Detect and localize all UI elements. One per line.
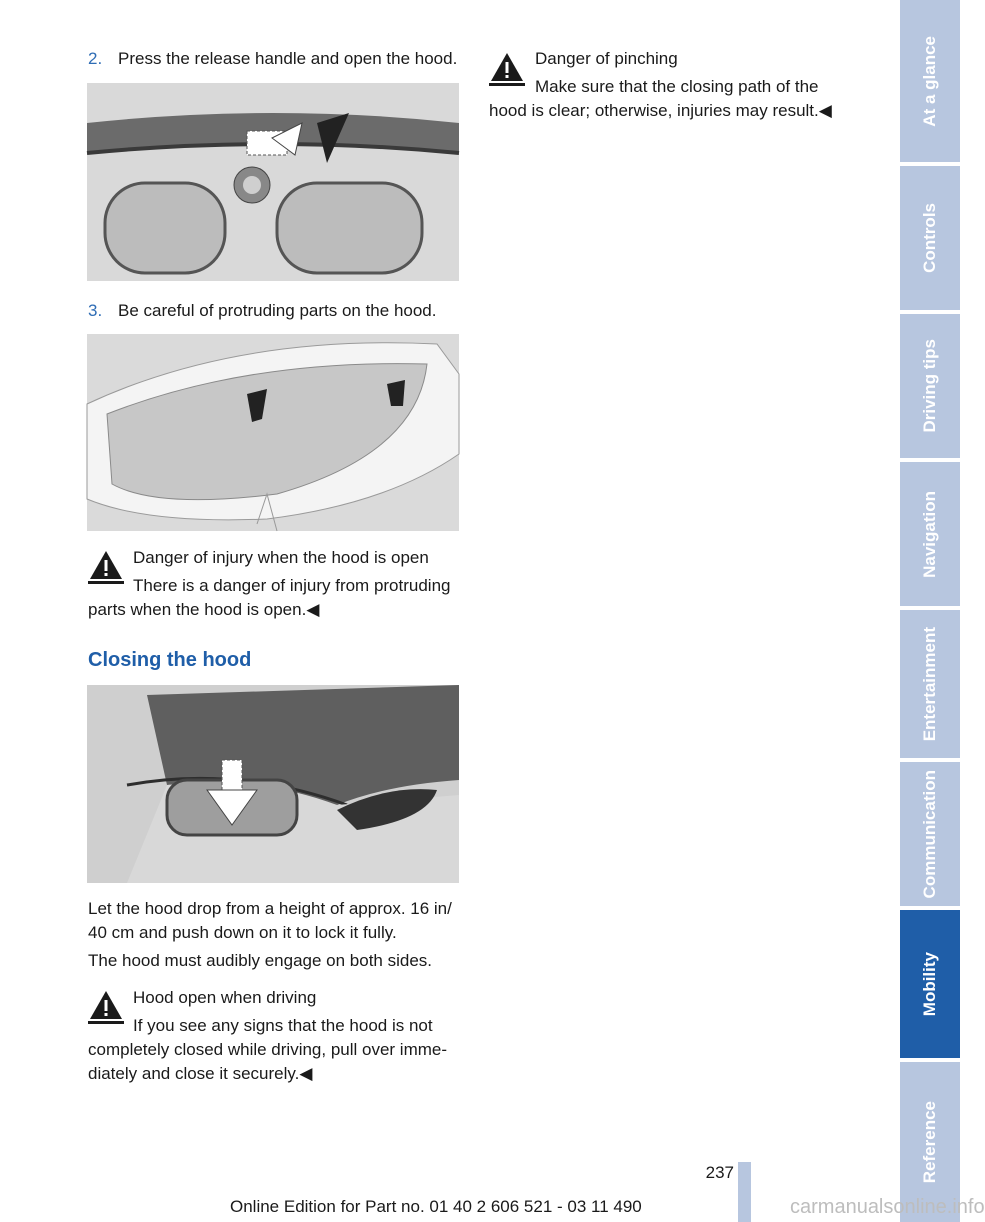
warning-triangle-icon: [489, 50, 525, 86]
step-number: 3.: [88, 301, 103, 320]
tab-navigation[interactable]: [900, 462, 960, 606]
warning-text: completely closed while driving, pull over imme-: [88, 1040, 448, 1059]
tab-controls[interactable]: [900, 166, 960, 310]
tab-label: Communication: [920, 769, 939, 899]
section-heading: Closing the hood: [88, 649, 252, 671]
tab-label: Navigation: [920, 490, 939, 578]
warning-text: There is a danger of injury from protruding: [133, 576, 451, 595]
tab-label: At a glance: [920, 35, 939, 127]
hood-underside-illustration: [87, 334, 459, 531]
footer-text: Online Edition for Part no. 01 40 2 606 521 - 03 11 490: [230, 1197, 642, 1216]
warning-icon: [88, 548, 124, 589]
warning-text: Make sure that the closing path of the: [535, 77, 819, 96]
step-text: Be careful of protruding parts on the hood.: [118, 301, 437, 320]
tab-label: Mobility: [920, 951, 939, 1017]
warning-icon: [88, 988, 124, 1029]
page-number: 237: [705, 1163, 734, 1182]
warning-triangle-icon: [88, 988, 124, 1024]
step-text: Press the release handle and open the hood.: [118, 49, 458, 68]
page-number-bar: [738, 1162, 751, 1222]
step-3: [88, 299, 436, 323]
warning-text: diately and close it securely.◀: [88, 1064, 313, 1083]
tab-driving-tips[interactable]: [900, 314, 960, 458]
watermark: carmanualsonline.info: [790, 1196, 985, 1218]
tab-entertainment[interactable]: [900, 610, 960, 758]
body-text: 40 cm and push down on it to lock it fully.: [88, 923, 397, 942]
tab-label: Entertainment: [920, 626, 939, 742]
warning-text: If you see any signs that the hood is not: [133, 1016, 433, 1035]
warning-triangle-icon: [88, 548, 124, 584]
tab-mobility[interactable]: [900, 910, 960, 1058]
tab-label: Reference: [920, 1100, 939, 1184]
body-text: Let the hood drop from a height of approx. 16 in/: [88, 899, 452, 918]
warning-text: hood is clear; otherwise, injuries may result.◀: [489, 101, 832, 120]
tab-label: Driving tips: [920, 339, 939, 433]
warning-title: Hood open when driving: [133, 988, 317, 1007]
tab-at-a-glance[interactable]: [900, 0, 960, 162]
chapter-tabs: [900, 0, 960, 1222]
closing-hood-illustration: [87, 685, 459, 883]
body-text: The hood must audibly engage on both sides.: [88, 951, 433, 970]
step-number: 2.: [88, 49, 103, 68]
release-handle-illustration: [87, 83, 459, 281]
warning-icon: [489, 50, 525, 91]
tab-label: Controls: [920, 203, 939, 273]
warning-text: parts when the hood is open.◀: [88, 600, 320, 619]
tab-communication[interactable]: [900, 762, 960, 906]
warning-title: Danger of pinching: [535, 49, 678, 68]
step-2: [88, 47, 457, 71]
warning-title: Danger of injury when the hood is open: [133, 548, 429, 567]
